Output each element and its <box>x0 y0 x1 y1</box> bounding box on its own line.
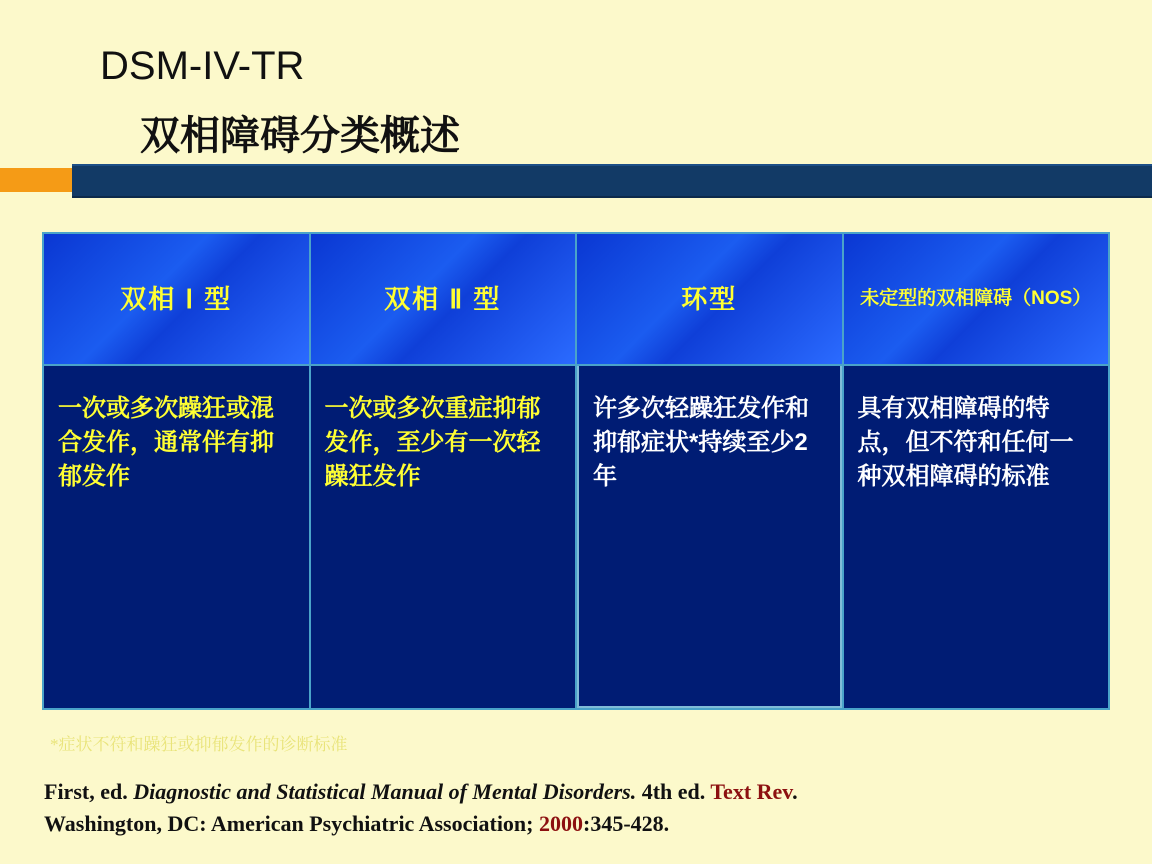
citation-work-title: Diagnostic and Statistical Manual of Mental Disorders. <box>133 779 637 804</box>
classification-table <box>42 232 1110 710</box>
column-body-text: 具有双相障碍的特点，但不符和任何一种双相障碍的标准 <box>857 395 1074 491</box>
column-header-cyclothymic <box>577 234 842 366</box>
column-body-text: 一次或多次重症抑郁发作，至少有一次轻躁狂发作 <box>324 395 541 491</box>
column-header-bipolar-ii <box>311 234 576 366</box>
accent-bar-orange <box>0 168 72 192</box>
column-body-cyclothymic <box>577 366 842 708</box>
divider-bar-navy <box>72 164 1152 198</box>
column-body-bipolar-ii <box>311 366 576 708</box>
citation-year: 2000 <box>539 810 583 836</box>
column-body-bipolar-i <box>44 366 309 708</box>
column-body-text: 一次或多次躁狂或混合发作，通常伴有抑郁发作 <box>58 395 274 491</box>
column-body-nos <box>844 366 1109 708</box>
column-header-label: 双相 Ⅰ 型 <box>120 283 233 314</box>
citation-pages: :345-428. <box>583 810 670 836</box>
citation-text-rev: Text Rev <box>710 779 793 804</box>
column-header-bipolar-i <box>44 234 309 366</box>
citation-edition: 4th ed. <box>641 779 706 804</box>
table-column-bipolar-ii <box>311 234 578 708</box>
page-subtitle: 双相障碍分类概述 <box>140 114 460 158</box>
column-header-nos <box>844 234 1109 366</box>
table-column-cyclothymic <box>577 234 844 708</box>
footnote-text: *症状不符和躁狂或抑郁发作的诊断标准 <box>50 735 348 754</box>
citation-period: . <box>792 779 798 804</box>
citation-publisher: Washington, DC: American Psychiatric Association; <box>44 810 534 836</box>
citation-block <box>44 776 1124 840</box>
page-title: DSM-IV-TR <box>100 44 305 88</box>
column-header-label: 双相 Ⅱ 型 <box>384 283 502 314</box>
table-column-nos <box>844 234 1109 708</box>
table-column-bipolar-i <box>44 234 311 708</box>
citation-author: First, ed. <box>44 779 128 804</box>
column-body-text: 许多次轻躁狂发作和抑郁症状*持续至少2年 <box>593 395 809 491</box>
column-header-label: 环型 <box>681 283 738 314</box>
column-header-label: 未定型的双相障碍（NOS） <box>860 288 1092 310</box>
